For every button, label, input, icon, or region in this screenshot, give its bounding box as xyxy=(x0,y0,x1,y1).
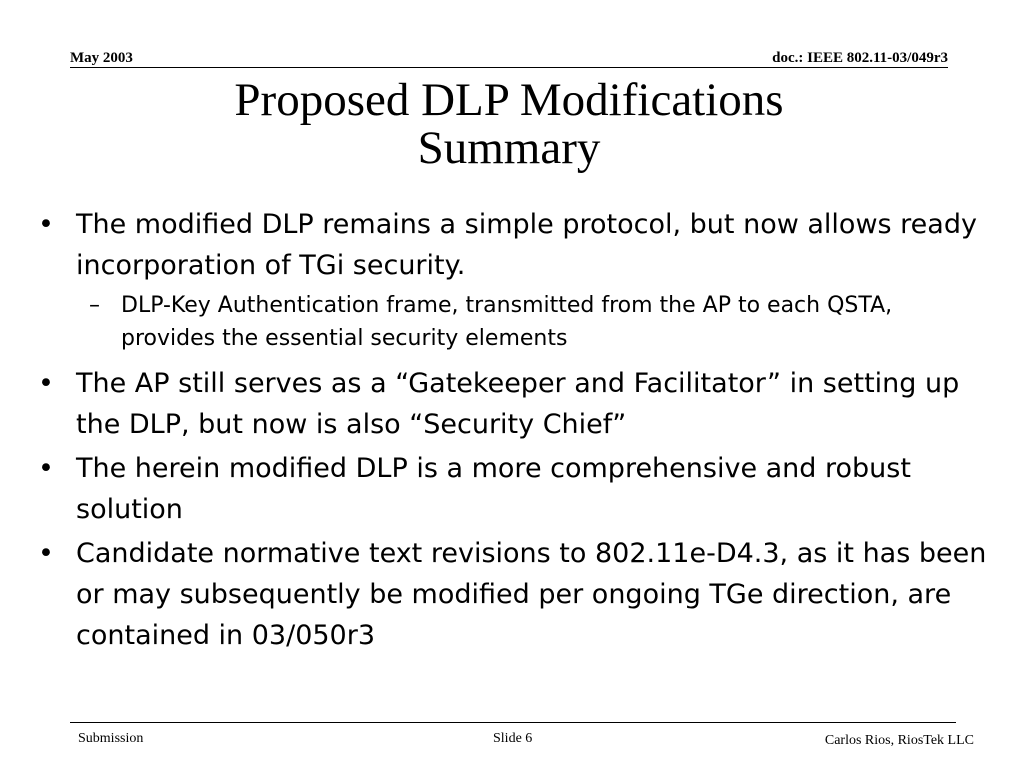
slide-title xyxy=(70,76,948,172)
sub-bullet-item xyxy=(0,289,921,355)
sub-bullet-marker: – xyxy=(89,293,100,318)
bullet-text: The modified DLP remains a simple protocol, but now allows ready incorporation of TGi security. xyxy=(76,209,977,281)
bullet-text: The AP still serves as a “Gatekeeper and Facilitator” in setting up the DLP, but now is also “Security Chief” xyxy=(76,368,960,440)
bullet-item xyxy=(0,448,996,530)
bullet-marker: • xyxy=(38,453,54,484)
slide-title-line-1: Proposed DLP Modifications xyxy=(234,74,784,126)
bullet-marker: • xyxy=(38,368,54,399)
header-doc-id: doc.: IEEE 802.11-03/049r3 xyxy=(772,50,948,66)
slide-body xyxy=(0,204,1024,659)
footer-divider xyxy=(70,722,956,723)
bullet-marker: • xyxy=(38,538,54,569)
footer-slide-number: Slide 6 xyxy=(493,731,533,746)
bullet-item xyxy=(0,533,996,656)
header-date: May 2003 xyxy=(70,50,133,66)
bullet-item xyxy=(0,204,996,286)
footer-submission: Submission xyxy=(78,731,144,746)
bullet-text: Candidate normative text revisions to 802.11e-D4.3, as it has been or may subsequently be modified per ongoing TGe direction, are contained in 03/050r3 xyxy=(76,538,987,651)
sub-bullet-text: DLP-Key Authentication frame, transmitted from the AP to each QSTA, provides the essential security elements xyxy=(121,293,893,351)
slide-title-line-2: Summary xyxy=(417,122,601,174)
bullet-marker: • xyxy=(38,209,54,240)
bullet-item xyxy=(0,363,996,445)
header-divider xyxy=(70,67,948,68)
footer-author: Carlos Rios, RiosTek LLC xyxy=(824,733,974,748)
bullet-text: The herein modified DLP is a more comprehensive and robust solution xyxy=(76,453,911,525)
